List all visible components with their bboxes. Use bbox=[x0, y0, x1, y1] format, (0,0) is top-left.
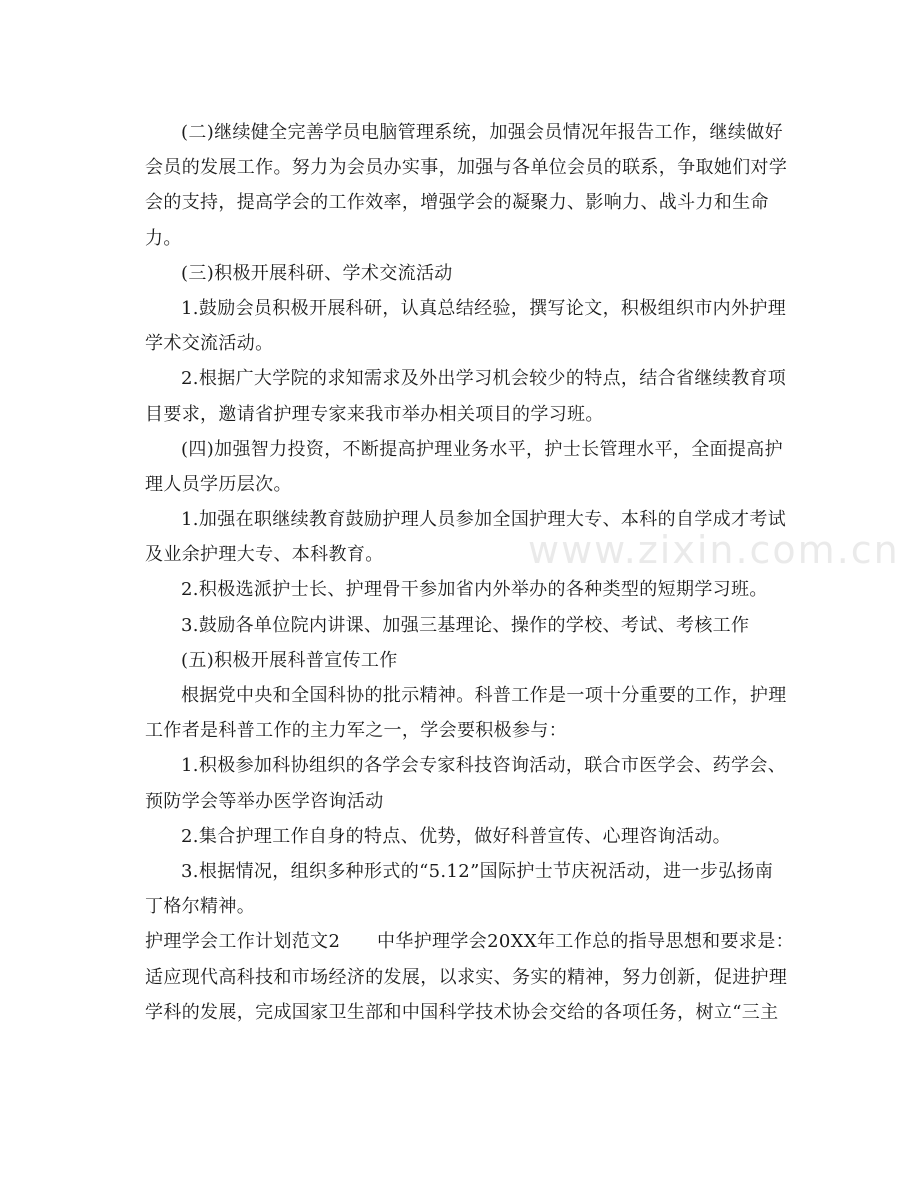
paragraph-line: 2.积极选派护士长、护理骨干参加省内外举办的各种类型的短期学习班。 bbox=[181, 579, 768, 601]
paragraph-line: 预防学会等举办医学咨询活动 bbox=[145, 790, 384, 812]
paragraph-line: (二)继续健全完善学员电脑管理系统，加强会员情况年报告工作，继续做好 bbox=[181, 122, 783, 143]
paragraph-line: 会的支持，提高学会的工作效率，增强学会的凝聚力、影响力、战斗力和生命 bbox=[145, 192, 769, 214]
paragraph-line: 会员的发展工作。努力为会员办实事，加强与各单位会员的联系，争取她们对学 bbox=[145, 157, 788, 179]
paragraph-line: 学科的发展，完成国家卫生部和中国科学技术协会交给的各项任务，树立“三主 bbox=[145, 1001, 779, 1023]
paragraph-line: 根据党中央和全国科协的批示精神。科普工作是一项十分重要的工作，护理 bbox=[181, 685, 787, 706]
paragraph-line: 2.集合护理工作自身的特点、优势，做好科普宣传、心理咨询活动。 bbox=[181, 825, 732, 847]
paragraph-line: 理人员学历层次。 bbox=[145, 473, 292, 495]
paragraph-line: 丁格尔精神。 bbox=[145, 896, 256, 918]
paragraph-line: 3.鼓励各单位院内讲课、加强三基理论、操作的学校、考试、考核工作 bbox=[181, 614, 750, 636]
paragraph-line: 2.根据广大学院的求知需求及外出学习机会较少的特点，结合省继续教育项 bbox=[181, 368, 787, 390]
paragraph-line: 学术交流活动。 bbox=[145, 333, 274, 355]
paragraph-line: 工作者是科普工作的主力军之一，学会要积极参与： bbox=[145, 720, 568, 742]
paragraph-line: 1.积极参加科协组织的各学会专家科技咨询活动，联合市医学会、药学会、 bbox=[181, 755, 787, 777]
paragraph bbox=[145, 115, 788, 256]
paragraph bbox=[145, 361, 787, 431]
paragraph bbox=[145, 643, 775, 678]
paragraph bbox=[145, 924, 794, 1030]
paragraph-line: 及业余护理大专、本科教育。 bbox=[145, 544, 384, 566]
paragraph-line: (四)加强智力投资，不断提高护理业务水平，护士长管理水平，全面提高护 bbox=[181, 438, 783, 460]
paragraph-line: 目要求，邀请省护理专家来我市举办相关项目的学习班。 bbox=[145, 403, 604, 425]
paragraph-line: (五)积极开展科普宣传工作 bbox=[181, 649, 398, 671]
document-body bbox=[145, 115, 794, 1030]
paragraph-line: 1.鼓励会员积极开展科研，认真总结经验，撰写论文，积极组织市内外护理 bbox=[181, 297, 787, 319]
paragraph bbox=[145, 854, 775, 924]
paragraph-line: 适应现代高科技和市场经济的发展，以求实、务实的精神，努力创新，促进护理 bbox=[145, 966, 788, 988]
paragraph bbox=[145, 432, 783, 502]
paragraph-line: 力。 bbox=[145, 227, 182, 249]
paragraph bbox=[145, 256, 775, 291]
paragraph bbox=[145, 678, 787, 748]
paragraph bbox=[145, 608, 775, 643]
paragraph bbox=[145, 291, 787, 361]
paragraph-line: (三)积极开展科研、学术交流活动 bbox=[181, 262, 453, 284]
watermark: www.zixin.com.cn bbox=[528, 528, 900, 572]
paragraph bbox=[145, 819, 775, 854]
paragraph-line: 3.根据情况，组织多种形式的“5.12”国际护士节庆祝活动，进一步弘扬南 bbox=[181, 860, 774, 882]
paragraph-line: 护理学会工作计划范文2 中华护理学会20XX年工作总的指导思想和要求是： bbox=[145, 931, 794, 953]
paragraph bbox=[145, 572, 775, 607]
paragraph-line: 1.加强在职继续教育鼓励护理人员参加全国护理大专、本科的自学成才考试 bbox=[181, 509, 787, 531]
paragraph bbox=[145, 502, 787, 572]
paragraph bbox=[145, 748, 787, 818]
